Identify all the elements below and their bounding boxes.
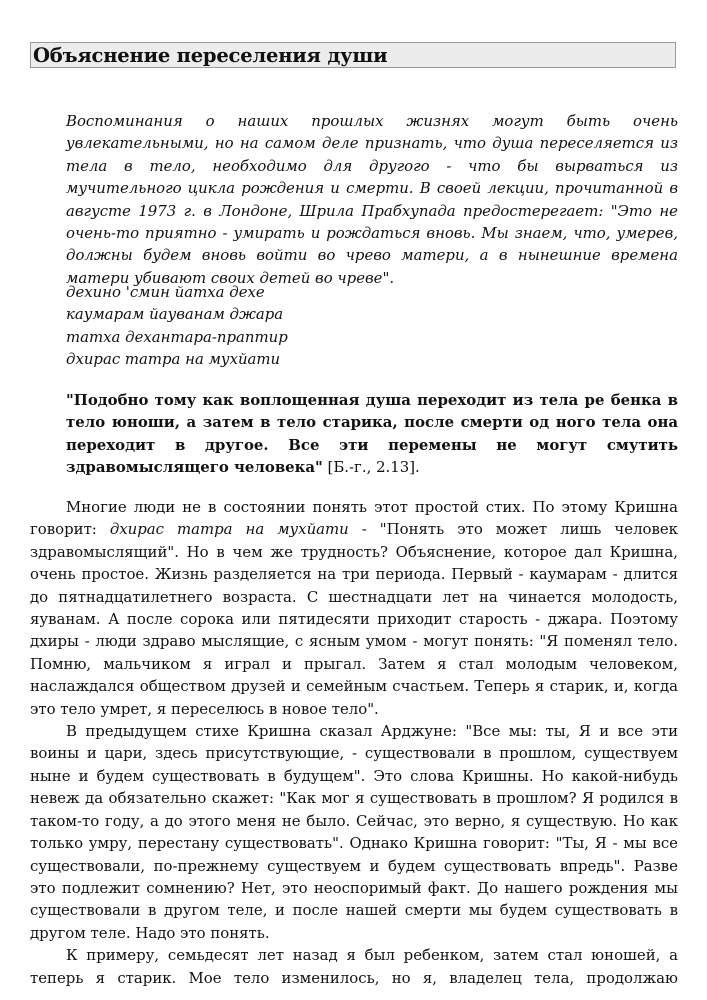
section-title-box (30, 42, 676, 68)
paragraph (30, 496, 678, 720)
verse-line: дехино 'смин йатха дехе (66, 283, 265, 301)
intro-paragraph: Воспоминания о наших прошлых жизнях могут быть очень увлекательными, но на самом деле признать, что душа переселяется из тела в тело, необходимо для другого - что бы вырваться из мучительного цикла рождения и смерти. В своей лекции, прочитанной в августе 1973 г. в Лондоне, Шрила Прабхупада предостерегает: "Это не очень-то приятно - умирать и рождаться вновь. Мы знаем, что, умерев, должны будем вновь войти во чрево матери, а в нынешние времена матери убивают своих детей во чреве". (66, 112, 678, 287)
verse-reference: [Б.-г., 2.13]. (322, 458, 420, 477)
paragraph: В предыдущем стихе Кришна сказал Арджуне: "Все мы: ты, Я и все эти воины и цари, здесь присутствующие, - существовали в прошлом, существуем ныне и будем существовать в будущем". Это слова Кришны. Но какой-нибудь невеж да обязательно скажет: "Как мог я существовать в прошлом? Я родился в таком-то году, а до этого меня не было. Сейчас, это верно, я существую. Но как только умру, перестану существовать". Однако Кришна говорит: "Ты, Я - мы все существовали, по-прежнему существуем и будем существовать впредь". Разве это подлежит сомнению? Нет, это неоспоримый факт. До нашего рождения мы существовали в другом теле, и после нашей смерти мы будем существовать в другом теле. Надо это понять. (30, 722, 678, 942)
commentary (30, 496, 678, 989)
paragraph-text: Многие люди не в состоянии понять этот простой стих. По этому Кришна говорит: (30, 498, 678, 539)
verse-quote: дхирас татра на мухйати (109, 520, 349, 539)
sanskrit-verse (66, 281, 566, 371)
verse-line: дхирас татра на мухйати (66, 350, 281, 369)
verse-line: каумарам йауванам джара (66, 305, 284, 324)
verse-line: татха дехантара-праптир (66, 327, 288, 346)
section-title: Объяснение переселения души (33, 44, 388, 67)
paragraph-text: - "Понять это может лишь человек здравомыслящий". Но в чем же трудность? Объяснение, которое дал Кришна, очень простое. Жизнь разделяется на три периода. Первый - каумарам - длится до пятнадцатилетнего возраста. С шестнадцати лет на чинается молодость, яуванам. А после сорока или пятидесяти приходит старость - джара. Поэтому дхиры - люди здраво мыслящие, с ясным умом - могут понять: "Я поменял тело. Помню, мальчиком я играл и прыгал. Затем я стал молодым человеком, наслаждался обществом друзей и семейным счастьем. Теперь я старик, и, когда это тело умрет, я переселюсь в новое тело". (30, 520, 678, 718)
translation-text: "Подобно тому как воплощенная душа переходит из тела ре бенка в тело юноши, а затем в тело старика, после смерти од ного тела она переходит в другое. Все эти перемены не могут смутить здравомыслящего человека" (66, 391, 678, 477)
paragraph: К примеру, семьдесят лет назад я был ребенком, затем стал юношей, а теперь я старик. Мое тело изменилось, но я, владелец тела, продолжаю (30, 946, 678, 987)
verse-translation (66, 389, 678, 479)
